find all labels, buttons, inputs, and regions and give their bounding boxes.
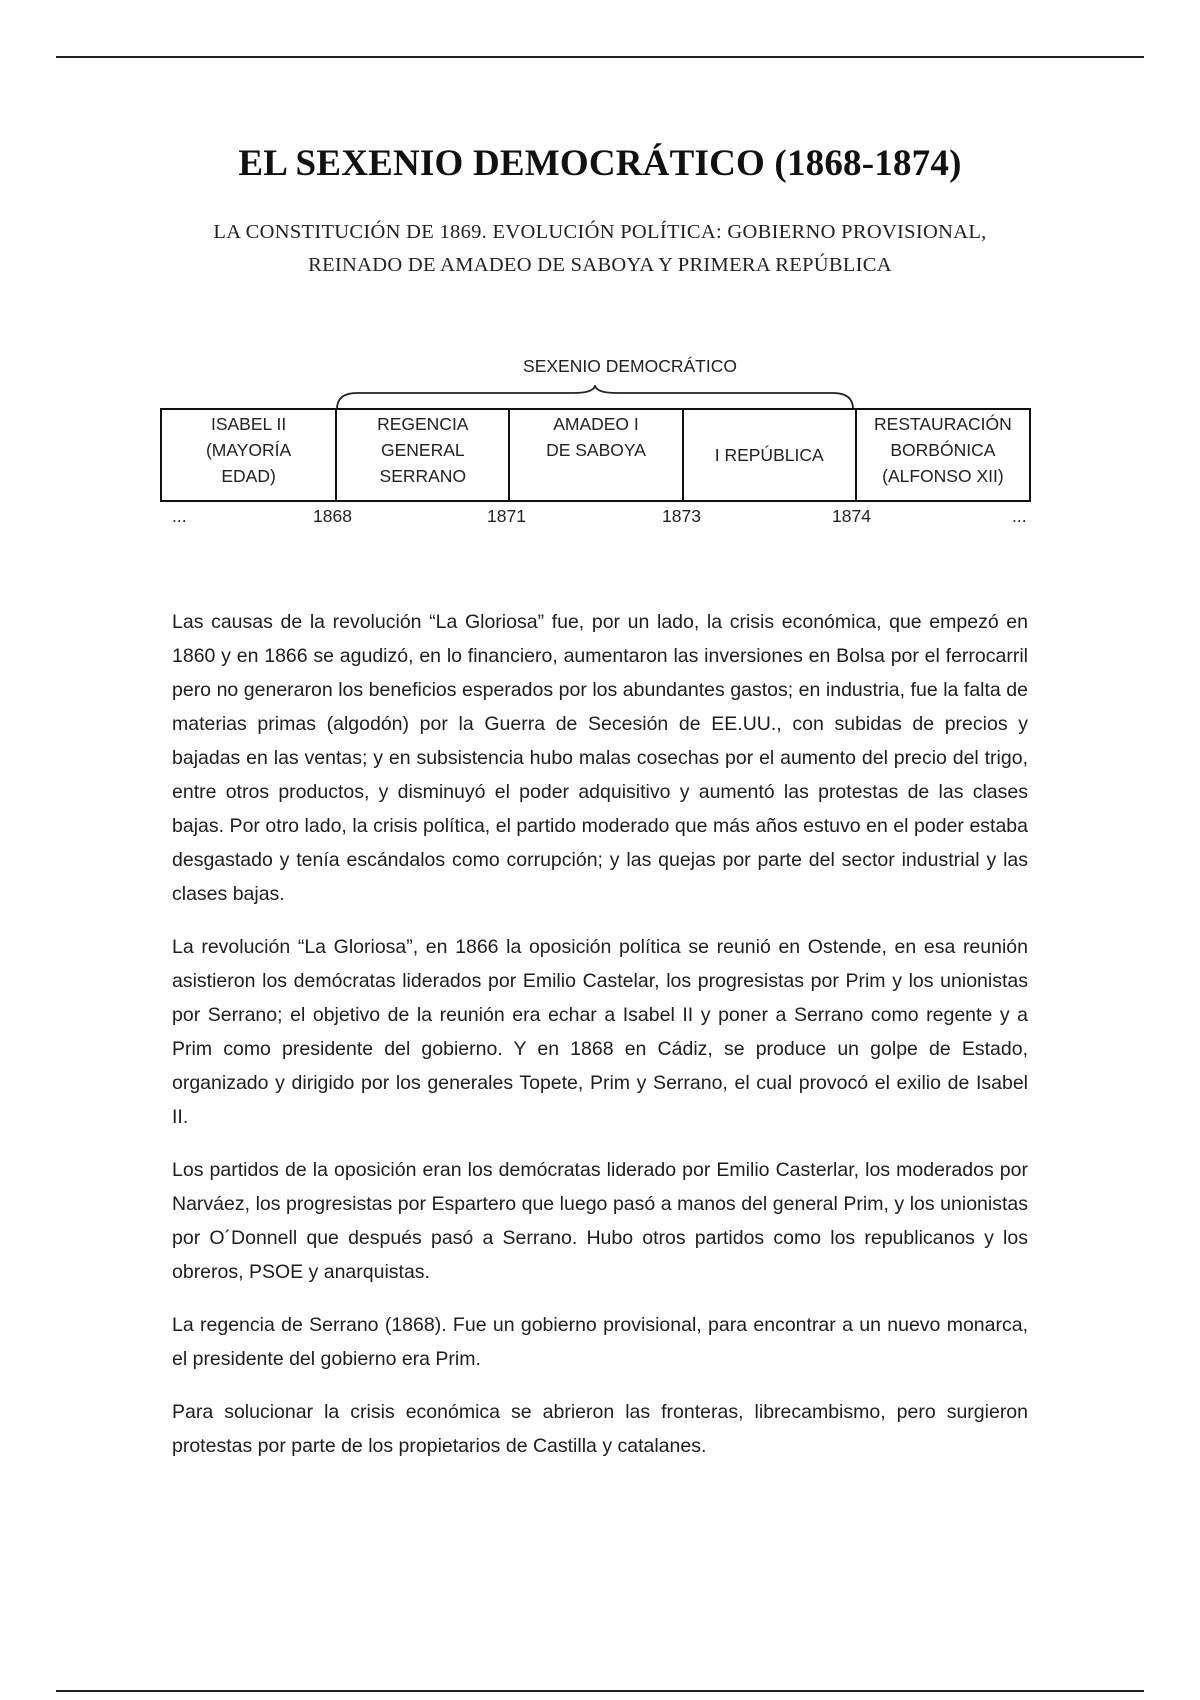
year-label-1874: 1874 <box>832 506 871 526</box>
subtitle-line-2: REINADO DE AMADEO DE SABOYA Y PRIMERA REPÚBLICA <box>308 254 892 276</box>
period-amadeo-i <box>510 410 683 500</box>
period-line: EDAD) <box>221 466 276 486</box>
period-line: I REPÚBLICA <box>714 445 824 465</box>
period-regencia-serrano <box>337 410 510 500</box>
paragraph-revolucion: La revolución “La Gloriosa”, en 1866 la oposición política se reunió en Ostende, en esa reunión asistieron los demócratas liderados por Emilio Castelar, los progresistas por Prim y los unionistas por Serrano; el objetivo de la reunión era echar a Isabel II y poner a Serrano como regente y a Prim como presidente del gobierno. Y en 1868 en Cádiz, se produce un golpe de Estado, organizado y dirigido por los generales Topete, Prim y Serrano, el cual provocó el exilio de Isabel II. <box>172 936 1028 1128</box>
period-line: DE SABOYA <box>546 440 646 460</box>
period-line: AMADEO I <box>553 414 639 434</box>
timeline-brace-label: SEXENIO DEMOCRÁTICO <box>523 356 737 376</box>
top-rule <box>56 56 1144 58</box>
period-line: BORBÓNICA <box>890 440 996 460</box>
period-restauracion <box>857 410 1029 500</box>
period-line: SERRANO <box>379 466 467 486</box>
period-line: REGENCIA <box>377 414 469 434</box>
paragraph-partidos: Los partidos de la oposición eran los demócratas liderado por Emilio Casterlar, los moderados por Narváez, los progresistas por Espartero que luego pasó a manos del general Prim, y los unionistas por O´Donnell que después pasó a Serrano. Hubo otros partidos como los republicanos y los obreros, PSOE y anarquistas. <box>172 1159 1028 1283</box>
timeline-start-ellipsis: ... <box>172 506 187 526</box>
period-primera-republica <box>684 410 857 500</box>
period-line: RESTAURACIÓN <box>874 414 1012 434</box>
year-label-1871: 1871 <box>487 506 526 526</box>
period-isabel-ii <box>162 410 337 500</box>
year-label-1873: 1873 <box>662 506 701 526</box>
period-line: ISABEL II <box>210 414 287 434</box>
page-title: EL SEXENIO DEMOCRÁTICO (1868-1874) <box>238 143 962 184</box>
body-text <box>172 605 1028 1482</box>
paragraph-regencia: La regencia de Serrano (1868). Fue un gobierno provisional, para encontrar a un nuevo monarca, el presidente del gobierno era Prim. <box>172 1314 1028 1370</box>
paragraph-causas: Las causas de la revolución “La Gloriosa” fue, por un lado, la crisis económica, que empezó en 1860 y en 1866 se agudizó, en lo financiero, aumentaron las inversiones en Bolsa por el ferrocarril pero no generaron los beneficios esperados por los abundantes gastos; en industria, fue la falta de materias primas (algodón) por la Guerra de Secesión de EE.UU., con subidas de precios y bajadas en las ventas; y en subsistencia hubo malas cosechas por el aumento del precio del trigo, entre otros productos, y disminuyó el poder adquisitivo y aumentó las protestas de las clases bajas. Por otro lado, la crisis política, el partido moderado que más años estuvo en el poder estaba desgastado y tenía escándalos como corrupción; y las quejas por parte del sector industrial y las clases bajas. <box>172 611 1028 905</box>
timeline-table <box>160 408 1031 502</box>
period-line: GENERAL <box>380 440 465 460</box>
year-label-1868: 1868 <box>313 506 352 526</box>
timeline-end-ellipsis: ... <box>1012 506 1027 526</box>
bottom-rule <box>56 1690 1144 1692</box>
page-subtitle <box>150 216 1050 282</box>
paragraph-crisis-economica: Para solucionar la crisis económica se abrieron las fronteras, librecambismo, pero surgieron protestas por parte de los propietarios de Castilla y catalanes. <box>172 1401 1028 1457</box>
period-line: (ALFONSO XII) <box>882 466 1004 486</box>
period-line: (MAYORÍA <box>205 440 292 460</box>
subtitle-line-1: LA CONSTITUCIÓN DE 1869. EVOLUCIÓN POLÍTICA: GOBIERNO PROVISIONAL, <box>213 221 987 243</box>
